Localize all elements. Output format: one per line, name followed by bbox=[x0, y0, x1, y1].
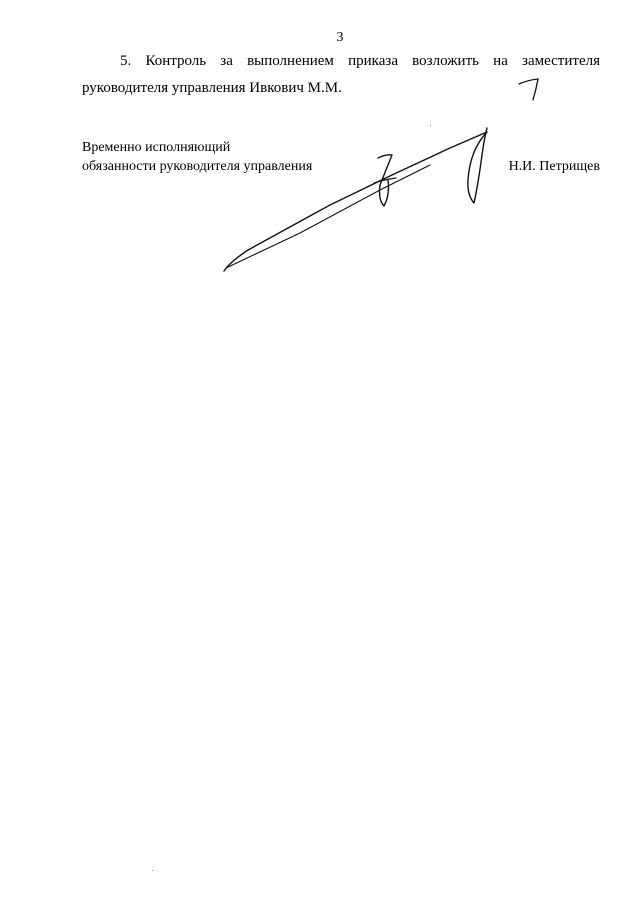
word: за bbox=[220, 53, 233, 69]
signatory-name: Н.И. Петрищев bbox=[508, 159, 600, 174]
initial-mark bbox=[519, 79, 538, 100]
word: 5. bbox=[120, 53, 132, 69]
signature-sweep bbox=[224, 128, 487, 271]
signatory-title-line-2: обязанности руководителя управления bbox=[82, 159, 313, 174]
word: на bbox=[493, 53, 508, 69]
scan-speck bbox=[430, 125, 431, 126]
word: выполнением bbox=[247, 53, 334, 69]
signatory-title-line-1: Временно исполняющий bbox=[82, 140, 231, 155]
word: возложить bbox=[412, 53, 479, 69]
signature-sweep-lower bbox=[226, 165, 430, 268]
word: Контроль bbox=[145, 53, 207, 69]
word: приказа bbox=[348, 53, 398, 69]
page-number: 3 bbox=[336, 30, 344, 45]
word: заместителя bbox=[522, 53, 600, 69]
paragraph-line-2: руководителя управления Ивкович М.М. bbox=[82, 80, 342, 96]
scan-speck bbox=[152, 870, 153, 871]
